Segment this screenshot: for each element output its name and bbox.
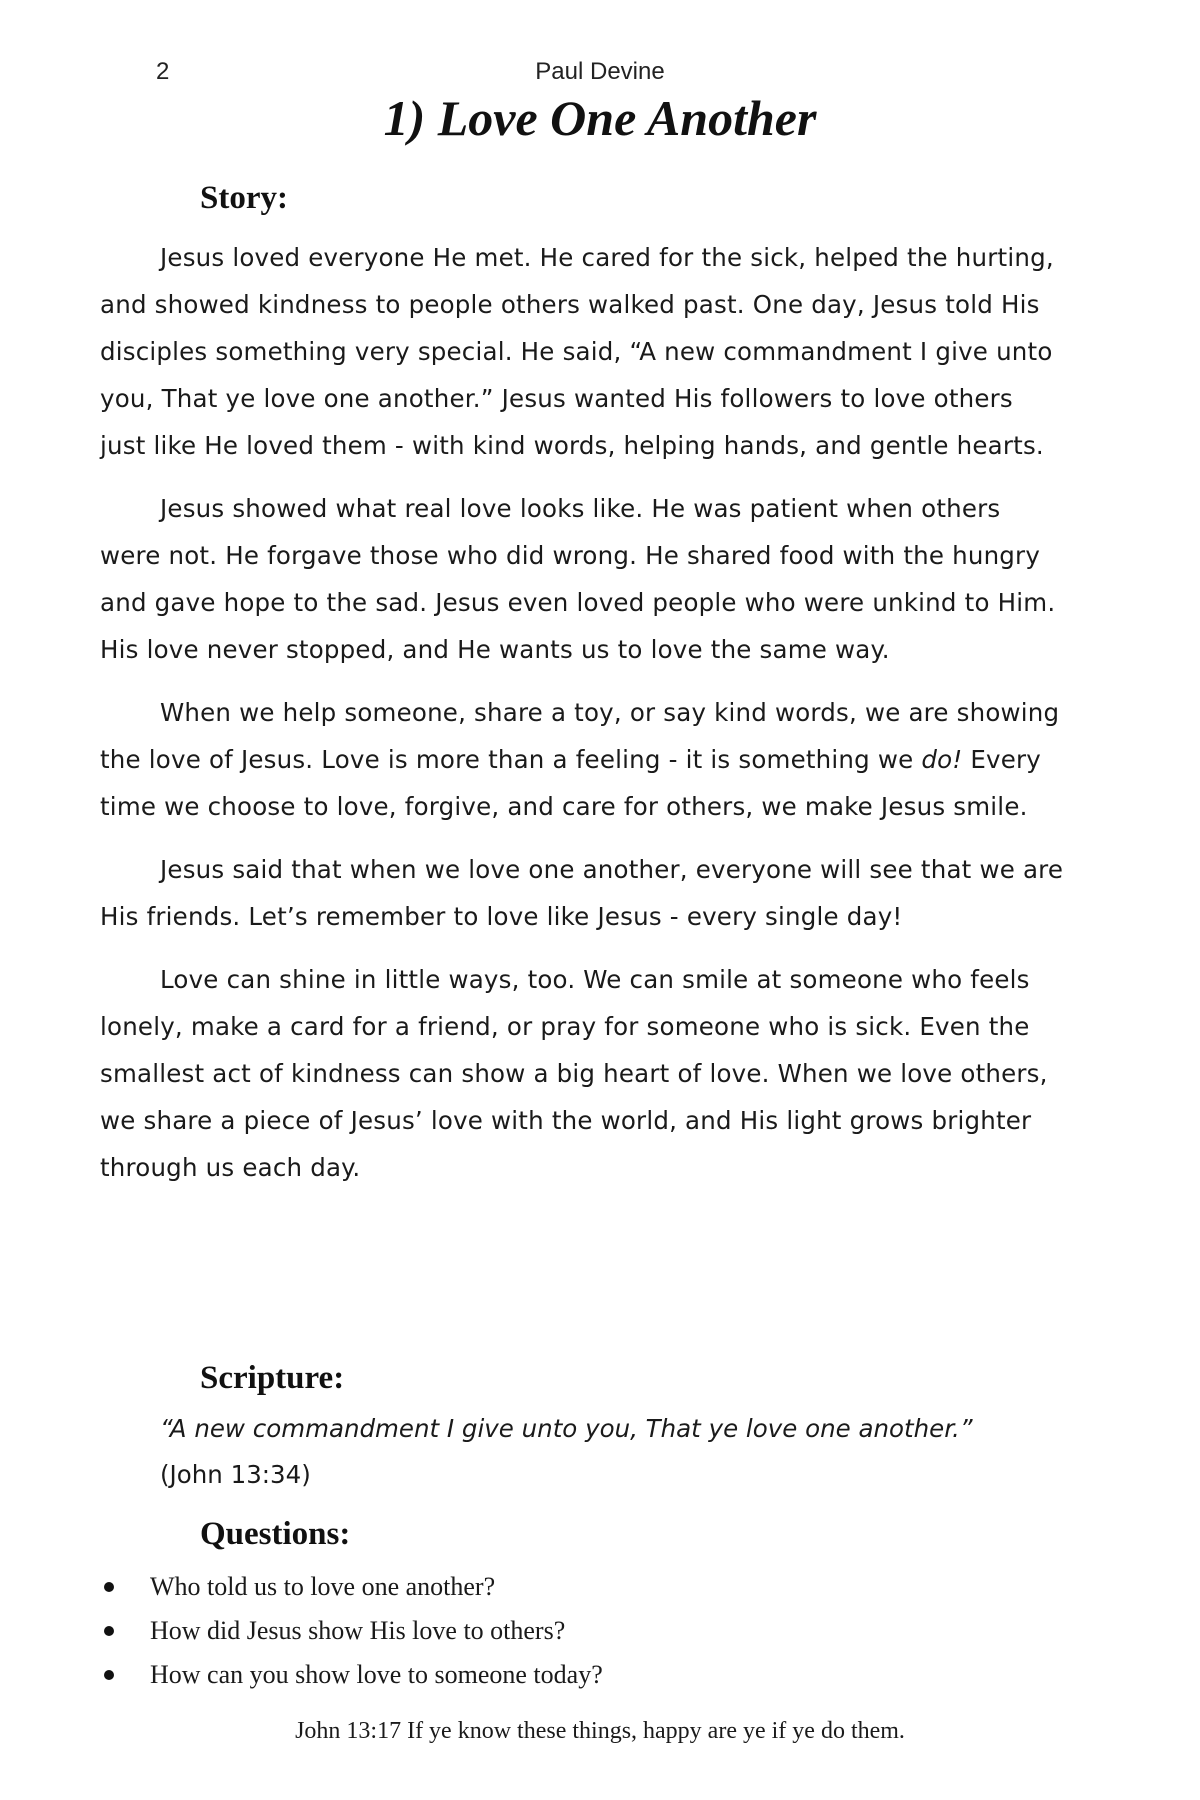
story-emphasis: do!	[921, 745, 963, 774]
story-text: Every time we choose to love, forgive, and care for others, we make Jesus smile.	[100, 745, 1041, 821]
story-heading: Story:	[200, 180, 288, 216]
story-text: When we help someone, share a toy, or say kind words, we are showing the love of Jesus. Love is more than a feeling - it is something we	[100, 698, 1060, 774]
story-body	[100, 234, 1065, 1207]
scripture-quote: “A new commandment I give unto you, That ye love one another.”	[160, 1414, 973, 1443]
bullet-icon	[104, 1582, 114, 1592]
page-number: 2	[156, 58, 170, 85]
scripture-heading: Scripture:	[200, 1360, 345, 1396]
question-text: Who told us to love one another?	[150, 1572, 496, 1601]
question-text: How can you show love to someone today?	[150, 1660, 603, 1689]
story-paragraph	[100, 689, 1065, 830]
running-header-author: Paul Devine	[535, 58, 665, 85]
question-text: How did Jesus show His love to others?	[150, 1616, 566, 1645]
questions-heading: Questions:	[200, 1516, 351, 1552]
story-paragraph: Jesus said that when we love one another, everyone will see that we are His friends. Let’s remember to love like Jesus - every single day!	[100, 855, 1064, 931]
story-paragraph: Jesus showed what real love looks like. He was patient when others were not. He forgave those who did wrong. He shared food with the hungry and gave hope to the sad. Jesus even loved people who were unkind to Him. His love never stopped, and He wants us to love the same way.	[100, 494, 1056, 664]
story-paragraph: Jesus loved everyone He met. He cared for the sick, helped the hurting, and showed kindness to people others walked past. One day, Jesus told His disciples something very special. He said, “A new commandment I give unto you, That ye love one another.” Jesus wanted His followers to love others just like He loved them - with kind words, helping hands, and gentle hearts.	[100, 243, 1054, 460]
footer-verse: John 13:17 If ye know these things, happy are ye if ye do them.	[295, 1718, 905, 1744]
story-paragraph: Love can shine in little ways, too. We can smile at someone who feels lonely, make a card for a friend, or pray for someone who is sick. Even the smallest act of kindness can show a big heart of love. When we love others, we share a piece of Jesus’ love with the world, and His light grows brighter through us each day.	[100, 965, 1048, 1182]
question-item	[100, 1609, 1000, 1653]
question-item	[100, 1565, 1000, 1609]
scripture-reference: (John 13:34)	[160, 1460, 311, 1489]
scripture-block	[160, 1406, 1080, 1498]
chapter-title: 1) Love One Another	[383, 90, 817, 146]
bullet-icon	[104, 1670, 114, 1680]
bullet-icon	[104, 1626, 114, 1636]
questions-list	[100, 1565, 1000, 1697]
question-item	[100, 1653, 1000, 1697]
